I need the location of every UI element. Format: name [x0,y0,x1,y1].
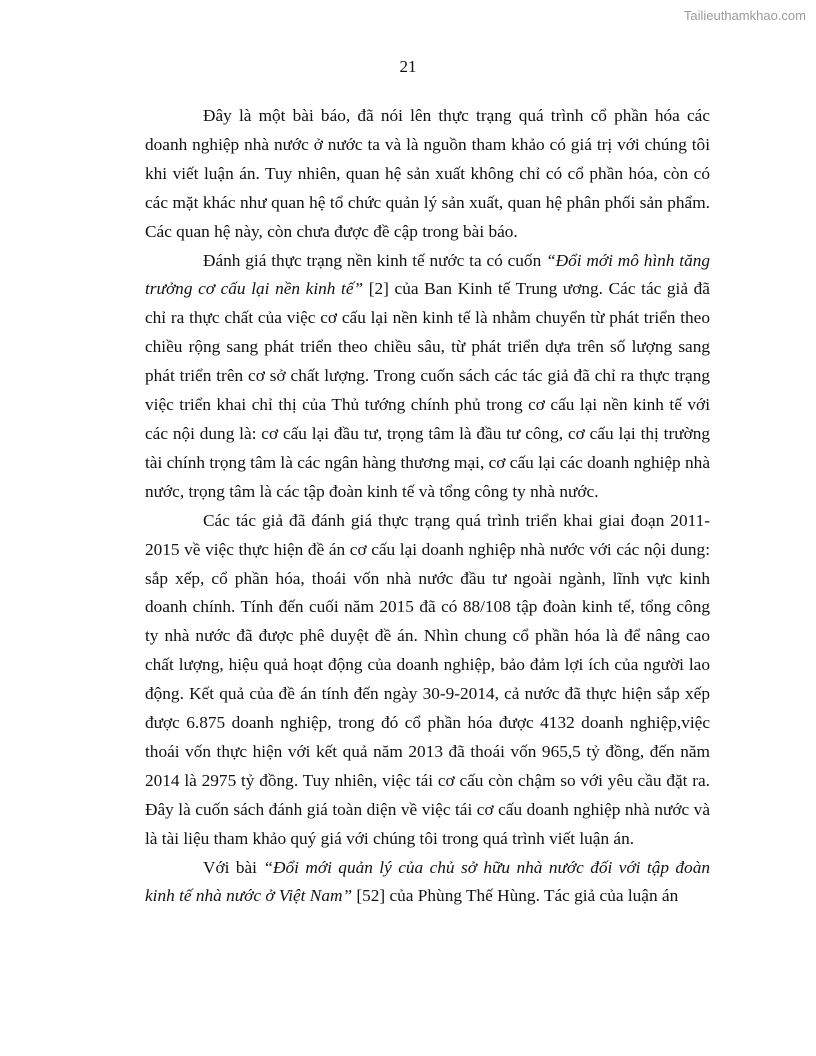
paragraph-1 [145,102,710,247]
paragraph-4-text-a: Với bài [203,857,264,877]
paragraph-2-text-b: [2] của Ban Kinh tế Trung ương. Các tác giả đã chỉ ra thực chất của việc cơ cấu lại nền kinh tế là nhằm chuyển từ phát triển theo chiều rộng sang phát triển theo chiều sâu, từ phát triển dựa trên số lượng sang phát triển trên cơ sở chất lượng. Trong cuốn sách các tác giả đã chỉ ra thực trạng việc triển khai chỉ thị của Thủ tướng chính phủ trong cơ cấu lại nền kinh tế với các nội dung là: cơ cấu lại đầu tư, trọng tâm là đầu tư công, cơ cấu lại thị trường tài chính trọng tâm là các ngân hàng thương mại, cơ cấu lại các doanh nghiệp nhà nước, trọng tâm là các tập đoàn kinh tế và tổng công ty nhà nước. [145,279,710,501]
paragraph-3 [145,507,710,854]
paragraph-4 [145,854,710,912]
watermark-text: Tailieuthamkhao.com [683,8,806,23]
paragraph-2-text-a: Đánh giá thực trạng nền kinh tế nước ta có cuốn [203,250,547,270]
document-body [145,102,710,911]
book-title-citation: “Đổi mới mô hình tăng trưởng cơ cấu lại nền kinh tế” [145,250,711,299]
page-number: 21 [399,57,417,76]
article-title-citation: “Đổi mới quản lý của chủ sở hữu nhà nước đối với tập đoàn kinh tế nhà nước ở Việt Nam” [145,857,710,906]
paragraph-2 [145,247,710,507]
paragraph-4-text-b: [52] của Phùng Thế Hùng. Tác giả của luận án [352,886,679,906]
paragraph-1-text: Đây là một bài báo, đã nói lên thực trạng quá trình cổ phần hóa các doanh nghiệp nhà nước ở nước ta và là nguồn tham khảo có giá trị với chúng tôi khi viết luận án. Tuy nhiên, quan hệ sản xuất không chỉ có cổ phần hóa, còn có các mặt khác như quan hệ tổ chức quản lý sản xuất, quan hệ phân phối sản phẩm. Các quan hệ này, còn chưa được đề cập trong bài báo. [145,106,710,241]
paragraph-3-text: Các tác giả đã đánh giá thực trạng quá trình triển khai giai đoạn 2011-2015 về việc thực hiện đề án cơ cấu lại doanh nghiệp nhà nước với các nội dung: sắp xếp, cổ phần hóa, thoái vốn nhà nước đầu tư ngoài ngành, lĩnh vực kinh doanh chính. Tính đến cuối năm 2015 đã có 88/108 tập đoàn kinh tế, tổng công ty nhà nước đã được phê duyệt đề án. Nhìn chung cổ phần hóa là để nâng cao chất lượng, hiệu quả hoạt động của doanh nghiệp, bảo đảm lợi ích của người lao động. Kết quả của đề án tính đến ngày 30-9-2014, cả nước đã thực hiện sắp xếp được 6.875 doanh nghiệp, trong đó cổ phần hóa được 4132 doanh nghiệp,việc thoái vốn thực hiện với kết quả năm 2013 đã thoái vốn 965,5 tỷ đồng, đến năm 2014 là 2975 tỷ đồng. Tuy nhiên, việc tái cơ cấu còn chậm so với yêu cầu đặt ra. Đây là cuốn sách đánh giá toàn diện về việc tái cơ cấu doanh nghiệp nhà nước và là tài liệu tham khảo quý giá với chúng tôi trong quá trình viết luận án. [145,510,710,848]
